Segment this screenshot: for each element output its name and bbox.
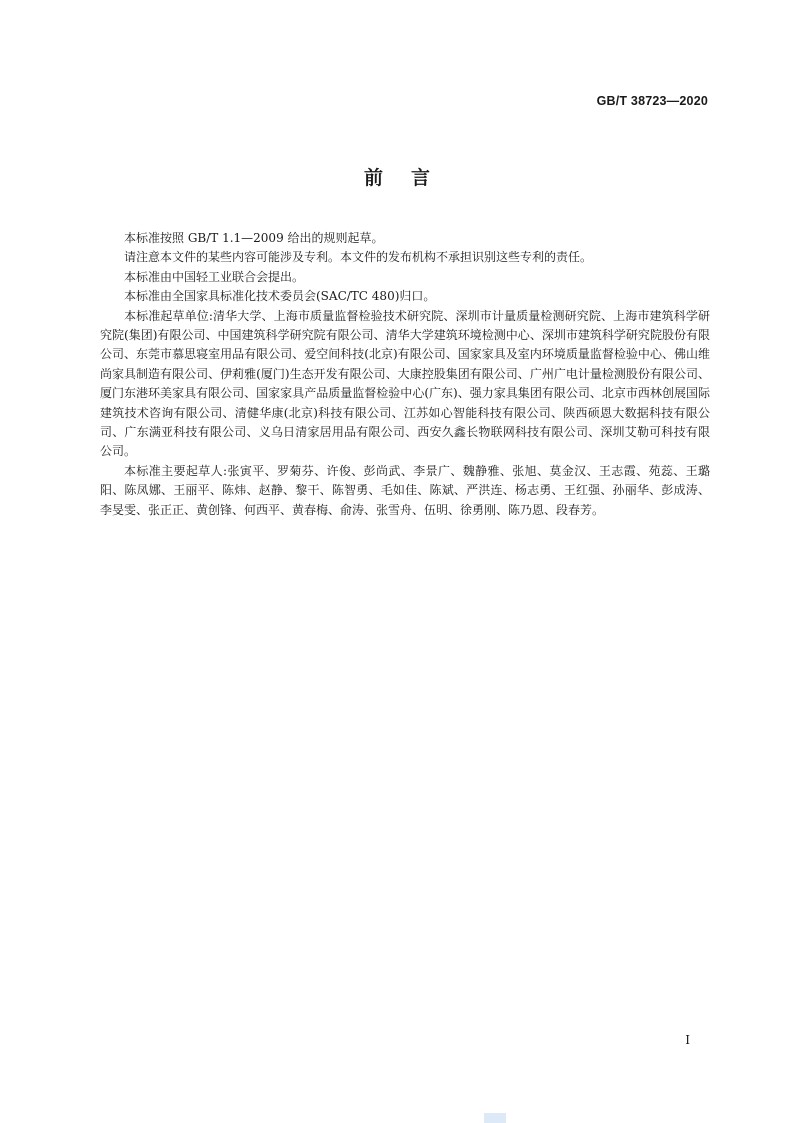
paragraph-drafting-rules: 本标准按照 GB/T 1.1—2009 给出的规则起草。: [124, 231, 384, 245]
paragraph-drafters: 本标准主要起草人:张寅平、罗菊芬、许俊、彭尚武、李景广、魏静雅、张旭、莫金汉、王志霞、苑蕊、王璐阳、陈凤娜、王丽平、陈炜、赵静、黎干、陈智勇、毛如佳、陈斌、严洪连、杨志勇、王红强、孙丽华、彭成涛、李旻雯、张正正、黄创锋、何西平、黄春梅、俞涛、张雪舟、伍明、徐勇刚、陈乃恩、段春芳。: [100, 463, 710, 517]
preface-body: [100, 229, 710, 520]
paragraph-drafting-units: 本标准起草单位:清华大学、上海市质量监督检验技术研究院、深圳市计量质量检测研究院、上海市建筑科学研究院(集团)有限公司、中国建筑科学研究院有限公司、清华大学建筑环境检测中心、深圳市建筑科学研究院股份有限公司、东莞市慕思寝室用品有限公司、爱空间科技(北京)有限公司、国家家具及室内环境质量监督检验中心、佛山维尚家具制造有限公司、伊莉雅(厦门)生态开发有限公司、大康控股集团有限公司、广州广电计量检测股份有限公司、厦门东港环美家具有限公司、国家家具产品质量监督检验中心(广东)、强力家具集团有限公司、北京市西林创展国际建筑技术咨询有限公司、清健华康(北京)科技有限公司、江苏如心智能科技有限公司、陕西硕恩大数据科技有限公司、广东满亚科技有限公司、义乌日清家居用品有限公司、西安久鑫长物联网科技有限公司、深圳艾勒可科技有限公司。: [100, 308, 710, 459]
page-title: 前言: [363, 167, 458, 189]
paragraph-patent-notice: 请注意本文件的某些内容可能涉及专利。本文件的发布机构不承担识别这些专利的责任。: [124, 250, 593, 265]
page-number: I: [685, 1033, 690, 1047]
paragraph-committee: 本标准由全国家具标准化技术委员会(SAC/TC 480)归口。: [124, 289, 436, 304]
footer-mark: [484, 1113, 506, 1123]
standard-code: GB/T 38723—2020: [596, 94, 708, 108]
paragraph-proposer: 本标准由中国轻工业联合会提出。: [124, 269, 305, 284]
